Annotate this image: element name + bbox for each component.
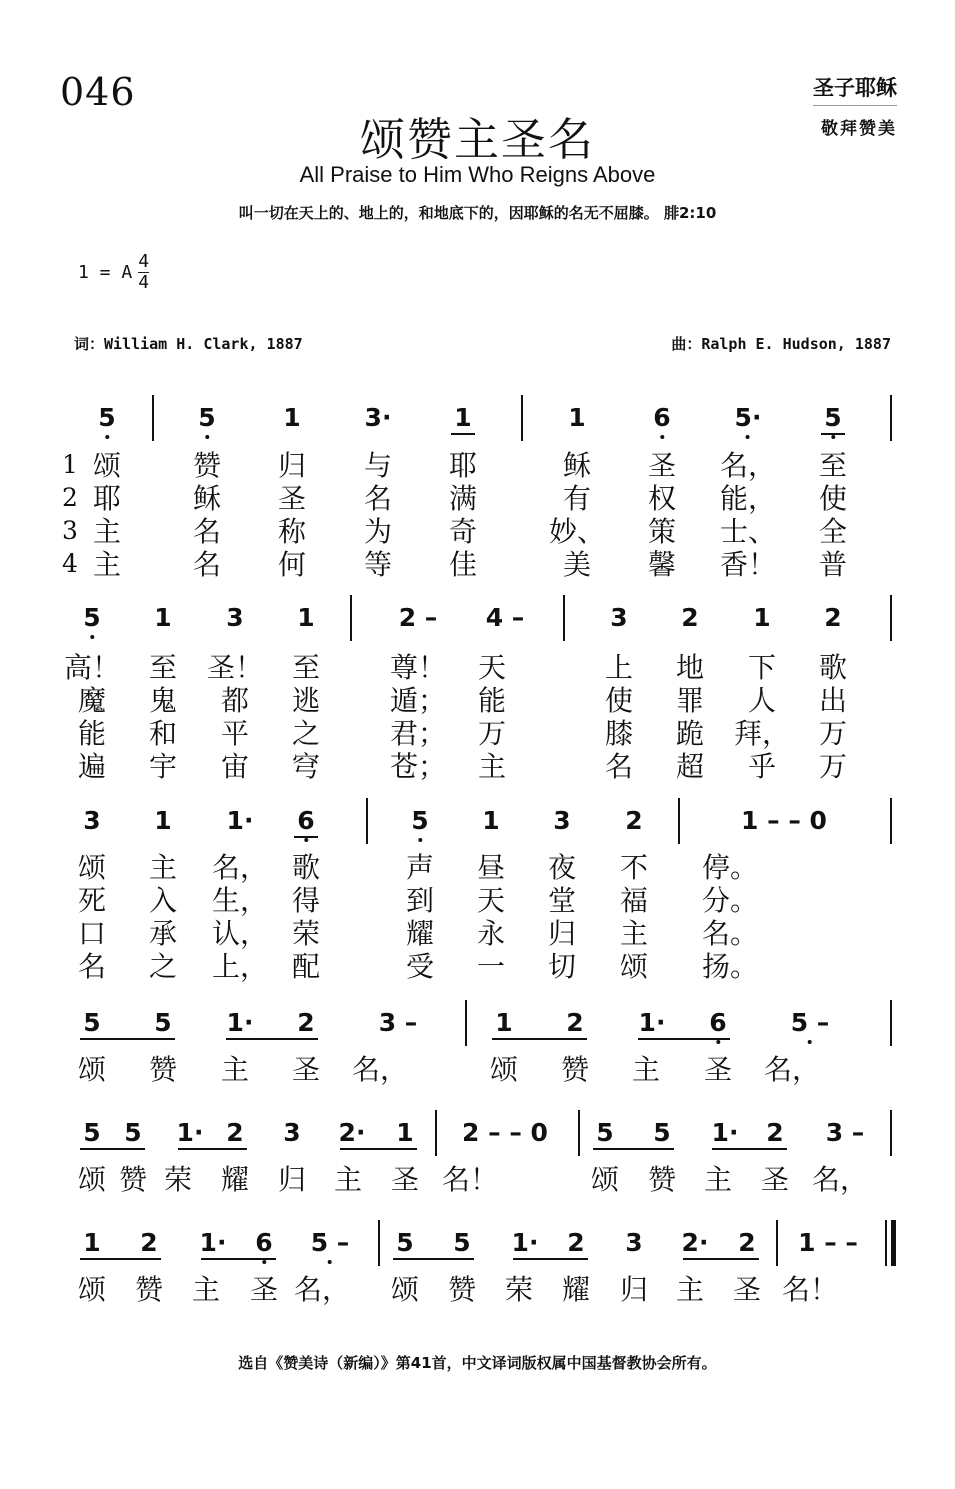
note-5-7: 1·: [511, 1228, 539, 1257]
barline-0-2: [890, 395, 892, 441]
time-signature: [138, 252, 149, 293]
note-0-1: 5: [198, 403, 216, 432]
underline-beam-5-3: [513, 1258, 588, 1260]
barline-4-0: [435, 1110, 437, 1156]
lyric-2-2-0: 口: [77, 917, 107, 950]
lyric-1-1-4: 遁；: [389, 684, 447, 717]
lyric-4-0-5: 主: [333, 1163, 363, 1196]
note-1-9: 2: [824, 603, 842, 632]
lyric-2-1-7: 福: [619, 884, 649, 917]
underline-beam-5-0: [80, 1258, 161, 1260]
note-5-0: 1: [83, 1228, 101, 1257]
lyric-1-3-3: 穹: [291, 750, 321, 783]
note-4-10: 1·: [711, 1118, 739, 1147]
note-2-4: 5: [411, 806, 429, 835]
barline-2-1: [678, 798, 680, 844]
note-1-2: 3: [226, 603, 244, 632]
note-5-4: 5 –: [310, 1228, 350, 1257]
lyric-1-0-9: 歌: [818, 651, 848, 684]
note-4-6: 1: [396, 1118, 414, 1147]
lyric-1-2-5: 万: [477, 717, 507, 750]
lyric-2-0-0: 颂: [77, 851, 107, 884]
lyric-0-1-5: 有: [562, 482, 592, 515]
lyric-2-0-5: 昼: [476, 851, 506, 884]
lyric-5-0-2: 主: [191, 1273, 221, 1306]
lyric-4-0-11: 圣: [760, 1163, 790, 1196]
lyric-2-1-8: 分。: [701, 884, 759, 917]
lyric-1-0-4: 尊！: [389, 651, 447, 684]
underline-beam-2-0: [294, 836, 318, 838]
lyric-2-1-2: 生，: [211, 884, 269, 917]
barline-2-2: [890, 798, 892, 844]
lyric-0-3-4: 佳: [448, 548, 478, 581]
lyric-1-1-3: 逃: [291, 684, 321, 717]
lyric-3-0-1: 赞: [148, 1053, 178, 1086]
note-5-12: 1 – –: [798, 1228, 858, 1257]
note-4-5: 2·: [338, 1118, 366, 1147]
lyric-2-3-2: 上，: [211, 950, 269, 983]
lyric-0-0-6: 圣: [647, 449, 677, 482]
lyric-5-0-10: 主: [675, 1273, 705, 1306]
note-1-5: 4 –: [485, 603, 525, 632]
lyric-1-0-8: 下: [747, 651, 777, 684]
final-barline-thin: [885, 1220, 887, 1266]
lyric-1-1-2: 都: [220, 684, 250, 717]
barline-1-0: [350, 595, 352, 641]
category-sub: 敬拜赞美: [821, 119, 897, 139]
lyric-5-0-4: 名，: [293, 1273, 351, 1306]
underline-beam-4-0: [80, 1148, 145, 1150]
lyric-0-0-7: 名，: [719, 449, 777, 482]
lyric-1-0-3: 至: [291, 651, 321, 684]
note-5-6: 5: [453, 1228, 471, 1257]
verse-number-2: 2: [62, 483, 78, 512]
lyric-2-0-7: 不: [619, 851, 649, 884]
lyric-4-0-1: 赞: [118, 1163, 148, 1196]
hymn-title-english: All Praise to Him Who Reigns Above: [299, 162, 656, 187]
note-0-0: 5: [98, 403, 116, 432]
lyric-2-1-3: 得: [291, 884, 321, 917]
lyric-1-0-7: 地: [675, 651, 705, 684]
lyric-4-0-12: 名，: [811, 1163, 869, 1196]
barline-3-0: [465, 1000, 467, 1046]
lyric-3-0-2: 主: [220, 1053, 250, 1086]
lyric-1-2-6: 膝: [604, 717, 634, 750]
lyric-2-3-8: 扬。: [701, 950, 759, 983]
note-0-2: 1: [283, 403, 301, 432]
note-5-8: 2: [567, 1228, 585, 1257]
words-credit: 词：William H. Clark, 1887: [74, 335, 303, 353]
lyric-5-0-3: 圣: [249, 1273, 279, 1306]
note-1-6: 3: [610, 603, 628, 632]
lyric-1-0-1: 至: [148, 651, 178, 684]
note-1-0: 5: [83, 603, 101, 632]
note-2-6: 3: [553, 806, 571, 835]
lyric-4-0-8: 颂: [590, 1163, 620, 1196]
underline-beam-5-1: [201, 1258, 276, 1260]
lyric-0-3-6: 馨: [647, 548, 677, 581]
note-3-0: 5: [83, 1008, 101, 1037]
note-3-5: 1: [495, 1008, 513, 1037]
lyric-0-3-1: 名: [192, 548, 222, 581]
lyric-4-0-6: 圣: [390, 1163, 420, 1196]
lyric-1-2-4: 君；: [389, 717, 447, 750]
lyric-0-2-5: 妙、: [548, 515, 606, 548]
lyric-0-1-1: 稣: [192, 482, 222, 515]
category-main: 圣子耶稣: [813, 72, 897, 106]
lyric-1-0-5: 天: [477, 651, 507, 684]
lyric-2-1-1: 入: [148, 884, 178, 917]
lyric-2-2-6: 归: [547, 917, 577, 950]
note-3-3: 2: [297, 1008, 315, 1037]
lyric-5-0-0: 颂: [77, 1273, 107, 1306]
lyric-0-1-2: 圣: [277, 482, 307, 515]
note-0-7: 5·: [734, 403, 762, 432]
lyric-1-1-5: 能: [477, 684, 507, 717]
lyric-2-1-5: 天: [476, 884, 506, 917]
lyric-1-3-7: 超: [675, 750, 705, 783]
note-5-5: 5: [396, 1228, 414, 1257]
lyric-3-0-8: 圣: [703, 1053, 733, 1086]
note-4-4: 3: [283, 1118, 301, 1147]
lyric-1-3-4: 苍；: [389, 750, 447, 783]
note-5-2: 1·: [199, 1228, 227, 1257]
underline-beam-4-1: [178, 1148, 247, 1150]
lyric-1-2-0: 能: [77, 717, 107, 750]
lyric-2-0-8: 停。: [701, 851, 759, 884]
lyric-1-1-7: 罪: [675, 684, 705, 717]
underline-beam-5-2: [393, 1258, 474, 1260]
lyric-0-2-8: 全: [818, 515, 848, 548]
lyric-4-0-2: 荣: [163, 1163, 193, 1196]
lyric-0-2-2: 称: [277, 515, 307, 548]
lyric-5-0-5: 颂: [390, 1273, 420, 1306]
note-2-2: 1·: [226, 806, 254, 835]
note-0-5: 1: [568, 403, 586, 432]
lyric-2-2-7: 主: [619, 917, 649, 950]
lyric-0-0-3: 与: [363, 449, 393, 482]
hymn-number: 046: [60, 70, 136, 114]
note-3-2: 1·: [226, 1008, 254, 1037]
lyric-0-2-0: 主: [92, 515, 122, 548]
lyric-3-0-6: 赞: [560, 1053, 590, 1086]
underline-beam-4-2: [340, 1148, 417, 1150]
lyric-1-3-0: 遍: [77, 750, 107, 783]
lyric-5-0-7: 荣: [504, 1273, 534, 1306]
underline-beam-5-4: [683, 1258, 759, 1260]
lyric-2-2-8: 名。: [701, 917, 759, 950]
underline-beam-0-0: [451, 433, 475, 435]
lyric-4-0-0: 颂: [77, 1163, 107, 1196]
final-barline-thick: [891, 1220, 896, 1266]
barline-1-2: [890, 595, 892, 641]
note-5-3: 6: [255, 1228, 273, 1257]
barline-5-0: [378, 1220, 380, 1266]
barline-0-1: [521, 395, 523, 441]
verse-number-1: 1: [62, 450, 78, 479]
note-5-9: 3: [625, 1228, 643, 1257]
lyric-0-3-5: 美: [562, 548, 592, 581]
lyric-1-3-5: 主: [477, 750, 507, 783]
barline-1-1: [563, 595, 565, 641]
key-signature: [78, 252, 149, 293]
lyric-1-2-3: 之: [291, 717, 321, 750]
lyric-1-1-1: 鬼: [148, 684, 178, 717]
lyric-0-3-8: 普: [818, 548, 848, 581]
note-3-7: 1·: [638, 1008, 666, 1037]
note-0-4: 1: [454, 403, 472, 432]
lyric-1-3-8: 乎: [747, 750, 777, 783]
hymn-title-chinese: 颂赞主圣名: [359, 113, 595, 166]
note-1-8: 1: [753, 603, 771, 632]
lyric-2-0-1: 主: [148, 851, 178, 884]
note-1-1: 1: [154, 603, 172, 632]
lyric-1-0-6: 上: [604, 651, 634, 684]
underline-beam-4-4: [712, 1148, 787, 1150]
lyric-0-1-6: 权: [647, 482, 677, 515]
lyric-0-0-4: 耶: [448, 449, 478, 482]
lyric-1-2-7: 跪: [675, 717, 705, 750]
lyric-5-0-12: 名！: [781, 1273, 839, 1306]
lyric-5-0-1: 赞: [134, 1273, 164, 1306]
lyric-0-2-7: 士、: [719, 515, 777, 548]
lyric-3-0-3: 圣: [291, 1053, 321, 1086]
note-0-8: 5: [824, 403, 842, 432]
lyric-0-0-0: 颂: [92, 449, 122, 482]
lyric-5-0-6: 赞: [447, 1273, 477, 1306]
note-3-4: 3 –: [378, 1008, 418, 1037]
lyric-2-3-6: 切: [547, 950, 577, 983]
lyric-1-3-2: 宙: [220, 750, 250, 783]
lyric-5-0-11: 圣: [732, 1273, 762, 1306]
lyric-2-1-4: 到: [405, 884, 435, 917]
underline-beam-3-0: [80, 1038, 175, 1040]
note-1-7: 2: [681, 603, 699, 632]
lyric-0-2-4: 奇: [448, 515, 478, 548]
underline-beam-3-2: [492, 1038, 587, 1040]
note-4-9: 5: [653, 1118, 671, 1147]
lyric-0-3-2: 何: [277, 548, 307, 581]
lyric-2-2-4: 耀: [405, 917, 435, 950]
lyric-3-0-9: 名，: [763, 1053, 821, 1086]
note-4-3: 2: [226, 1118, 244, 1147]
note-4-1: 5: [124, 1118, 142, 1147]
note-4-12: 3 –: [825, 1118, 865, 1147]
lyric-1-1-0: 魔: [77, 684, 107, 717]
underline-beam-3-3: [638, 1038, 730, 1040]
lyric-0-1-3: 名: [363, 482, 393, 515]
note-1-3: 1: [297, 603, 315, 632]
time-top: 4: [138, 251, 150, 272]
note-0-3: 3·: [364, 403, 392, 432]
lyric-0-3-0: 主: [92, 548, 122, 581]
lyric-2-3-4: 受: [405, 950, 435, 983]
note-3-1: 5: [154, 1008, 172, 1037]
note-4-2: 1·: [176, 1118, 204, 1147]
note-5-10: 2·: [681, 1228, 709, 1257]
lyric-5-0-8: 耀: [561, 1273, 591, 1306]
note-2-3: 6: [297, 806, 315, 835]
lyric-1-1-6: 使: [604, 684, 634, 717]
lyric-3-0-0: 颂: [77, 1053, 107, 1086]
note-2-7: 2: [625, 806, 643, 835]
lyric-4-0-10: 主: [703, 1163, 733, 1196]
lyric-4-0-7: 名！: [441, 1163, 499, 1196]
lyric-1-3-1: 宇: [148, 750, 178, 783]
lyric-0-1-4: 满: [448, 482, 478, 515]
lyric-2-3-7: 颂: [619, 950, 649, 983]
lyric-1-2-9: 万: [818, 717, 848, 750]
lyric-1-0-0: 高！: [63, 651, 121, 684]
barline-0-0: [152, 395, 154, 441]
lyric-2-1-0: 死: [77, 884, 107, 917]
barline-4-2: [890, 1110, 892, 1156]
lyric-4-0-9: 赞: [647, 1163, 677, 1196]
verse-number-3: 3: [62, 516, 78, 545]
lyric-0-0-1: 赞: [192, 449, 222, 482]
lyric-2-0-6: 夜: [547, 851, 577, 884]
barline-5-1: [776, 1220, 778, 1266]
lyric-2-3-1: 之: [148, 950, 178, 983]
note-2-1: 1: [154, 806, 172, 835]
lyric-2-3-5: 一: [476, 950, 506, 983]
underline-beam-0-1: [821, 433, 845, 435]
lyric-2-2-5: 永: [476, 917, 506, 950]
lyric-0-2-3: 为: [363, 515, 393, 548]
note-2-5: 1: [482, 806, 500, 835]
lyric-2-0-2: 名，: [211, 851, 269, 884]
lyric-0-1-0: 耶: [92, 482, 122, 515]
note-5-1: 2: [140, 1228, 158, 1257]
note-3-8: 6: [709, 1008, 727, 1037]
note-0-6: 6: [653, 403, 671, 432]
underline-beam-3-1: [226, 1038, 318, 1040]
lyric-0-0-8: 至: [818, 449, 848, 482]
lyric-2-3-3: 配: [291, 950, 321, 983]
note-4-0: 5: [83, 1118, 101, 1147]
lyric-2-2-2: 认，: [211, 917, 269, 950]
note-3-6: 2: [566, 1008, 584, 1037]
lyric-3-0-7: 主: [631, 1053, 661, 1086]
note-5-11: 2: [738, 1228, 756, 1257]
lyric-4-0-4: 归: [277, 1163, 307, 1196]
note-3-9: 5 –: [790, 1008, 830, 1037]
note-4-11: 2: [766, 1118, 784, 1147]
lyric-4-0-3: 耀: [220, 1163, 250, 1196]
lyric-0-0-5: 稣: [562, 449, 592, 482]
lyric-2-0-3: 歌: [291, 851, 321, 884]
lyric-0-2-1: 名: [192, 515, 222, 548]
note-2-8: 1 – – 0: [741, 806, 827, 835]
lyric-1-2-1: 和: [148, 717, 178, 750]
lyric-1-0-2: 圣！: [206, 651, 264, 684]
lyric-0-2-6: 策: [647, 515, 677, 548]
lyric-0-1-7: 能，: [719, 482, 777, 515]
lyric-2-0-4: 声: [405, 851, 435, 884]
lyric-0-3-7: 香！: [719, 548, 777, 581]
barline-4-1: [578, 1110, 580, 1156]
note-4-8: 5: [596, 1118, 614, 1147]
lyric-1-3-9: 万: [818, 750, 848, 783]
note-2-0: 3: [83, 806, 101, 835]
lyric-1-1-8: 人: [747, 684, 777, 717]
lyric-3-0-4: 名，: [351, 1053, 409, 1086]
lyric-0-3-3: 等: [363, 548, 393, 581]
note-4-7: 2 – – 0: [462, 1118, 548, 1147]
music-credit: 曲：Ralph E. Hudson, 1887: [671, 335, 891, 353]
time-bottom: 4: [138, 272, 150, 293]
key-label: 1 = A: [78, 262, 133, 283]
lyric-1-1-9: 出: [818, 684, 848, 717]
barline-2-0: [366, 798, 368, 844]
copyright-footer: 选自《赞美诗（新编）》第41首，中文译词版权属中国基督教协会所有。: [238, 1354, 717, 1372]
lyric-2-1-6: 堂: [547, 884, 577, 917]
lyric-1-2-8: 拜，: [733, 717, 791, 750]
lyric-2-2-3: 荣: [291, 917, 321, 950]
lyric-1-3-6: 名: [604, 750, 634, 783]
barline-3-1: [890, 1000, 892, 1046]
underline-beam-4-3: [593, 1148, 674, 1150]
lyric-1-2-2: 平: [220, 717, 250, 750]
lyric-0-1-8: 使: [818, 482, 848, 515]
note-1-4: 2 –: [398, 603, 438, 632]
scripture-verse: 叫一切在天上的、地上的，和地底下的，因耶稣的名无不屈膝。 腓2:10: [238, 204, 717, 222]
lyric-2-3-0: 名: [77, 950, 107, 983]
lyric-2-2-1: 承: [148, 917, 178, 950]
lyric-5-0-9: 归: [619, 1273, 649, 1306]
lyric-3-0-5: 颂: [489, 1053, 519, 1086]
lyric-0-0-2: 归: [277, 449, 307, 482]
verse-number-4: 4: [62, 549, 78, 578]
